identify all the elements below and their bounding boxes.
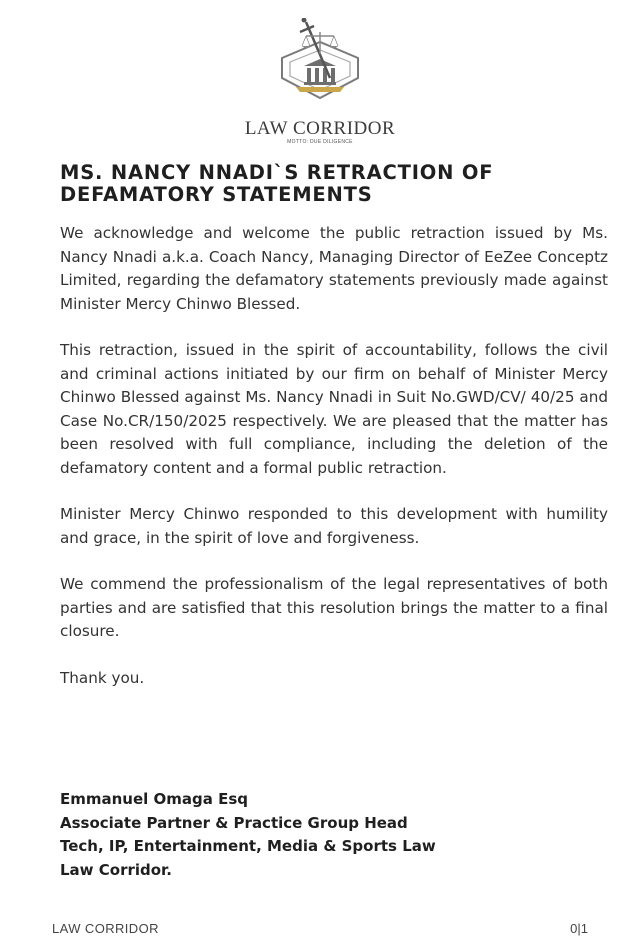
paragraph-commendation: We commend the professionalism of the legal representatives of both parties and are satisfied that this resolution brings the matter to a final closure. — [60, 575, 608, 640]
paragraph-minister-response: Minister Mercy Chinwo responded to this development with humility and grace, in the spirit of love and forgiveness. — [60, 505, 608, 547]
logo-name: LAW CORRIDOR — [244, 118, 396, 139]
document-title: MS. NANCY NNADI`S RETRACTION OF DEFAMATORY STATEMENTS — [60, 161, 494, 206]
scales-sword-emblem-icon — [260, 18, 380, 116]
signatory-name: Emmanuel Omaga Esq — [60, 790, 249, 808]
paragraph-retraction-context: This retraction, issued in the spirit of accountability, follows the civil and criminal actions initiated by our firm on behalf of Minister Mercy Chinwo Blessed against Ms. Nancy Nnadi in Suit No.GWD/CV/ 40/25 and Case No.CR/150/2025 respectively. We are pleased that the matter has been resolved with full compliance, including the deletion of the defamatory content and a formal public retraction. — [60, 341, 608, 477]
paragraph-acknowledgement: We acknowledge and welcome the public retraction issued by Ms. Nancy Nnadi a.k.a. Coach Nancy, Managing Director of EeZee Conceptz Limited, regarding the defamatory statements previously made against Minister Mercy Chinwo Blessed. — [60, 224, 608, 313]
law-corridor-logo — [0, 18, 640, 145]
signature-block — [60, 788, 600, 882]
paragraph-thank-you: Thank you. — [60, 668, 145, 687]
signatory-department: Tech, IP, Entertainment, Media & Sports Law — [60, 837, 436, 855]
footer-page-number: 0|1 — [570, 921, 588, 936]
logo-motto: MOTTO: DUE DILIGENCE — [287, 139, 353, 145]
document-body — [60, 222, 608, 690]
footer-firm-name: LAW CORRIDOR — [52, 921, 159, 936]
signatory-firm: Law Corridor. — [60, 860, 173, 879]
signatory-position: Associate Partner & Practice Group Head — [60, 813, 408, 832]
